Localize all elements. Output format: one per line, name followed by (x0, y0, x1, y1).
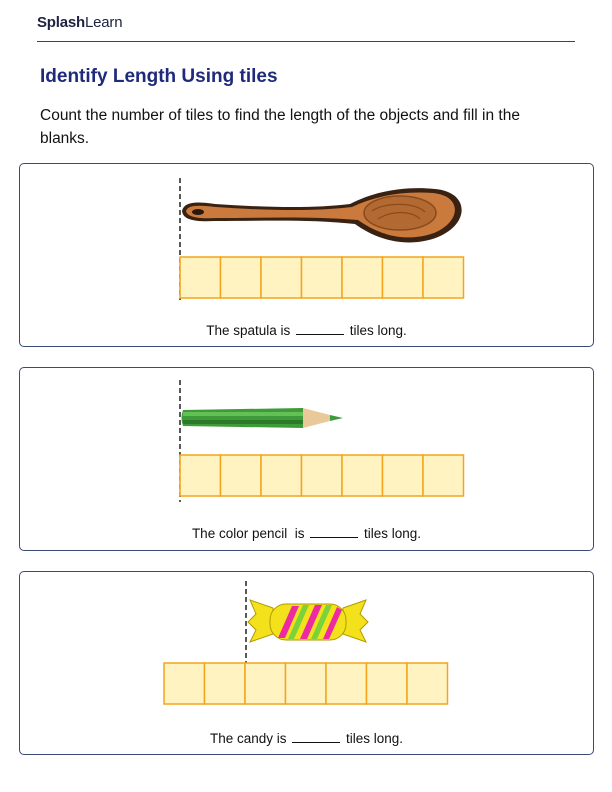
tile (221, 257, 262, 298)
pencil-figure (20, 368, 593, 550)
wooden-spoon-icon (182, 188, 462, 242)
tile (367, 663, 408, 704)
question-caption: The spatula is tiles long. (206, 323, 407, 338)
tile (180, 455, 221, 496)
spatula-figure (20, 164, 593, 346)
tile (342, 455, 383, 496)
tile (302, 257, 343, 298)
question-card-pencil (19, 367, 594, 551)
tile (326, 663, 367, 704)
tile (302, 455, 343, 496)
tile (205, 663, 246, 704)
question-card-candy (19, 571, 594, 755)
tile-row (164, 663, 448, 704)
tile (221, 455, 262, 496)
answer-blank[interactable] (292, 731, 340, 743)
tile (180, 257, 221, 298)
question-caption: The color pencil is tiles long. (191, 526, 422, 541)
tile (383, 257, 424, 298)
instructions: Count the number of tiles to find the length of the objects and fill in the blanks. (40, 107, 520, 147)
tile (383, 455, 424, 496)
answer-blank[interactable] (296, 323, 344, 335)
tile (423, 257, 464, 298)
tile (407, 663, 448, 704)
tile (423, 455, 464, 496)
tile (342, 257, 383, 298)
green-pencil-icon (182, 408, 344, 428)
tile (286, 663, 327, 704)
tile-row (180, 257, 464, 298)
tile (245, 663, 286, 704)
tile (261, 455, 302, 496)
page-title: Identify Length Using tiles (40, 66, 278, 87)
header-divider (37, 41, 575, 42)
candy-figure (20, 572, 593, 754)
question-card-spatula (19, 163, 594, 347)
brand-logo: SplashLearn (37, 14, 123, 31)
answer-blank[interactable] (310, 526, 358, 538)
wrapped-candy-icon (248, 600, 368, 642)
tile-row (180, 455, 464, 496)
tile (164, 663, 205, 704)
question-caption: The candy is tiles long. (209, 731, 404, 746)
tile (261, 257, 302, 298)
